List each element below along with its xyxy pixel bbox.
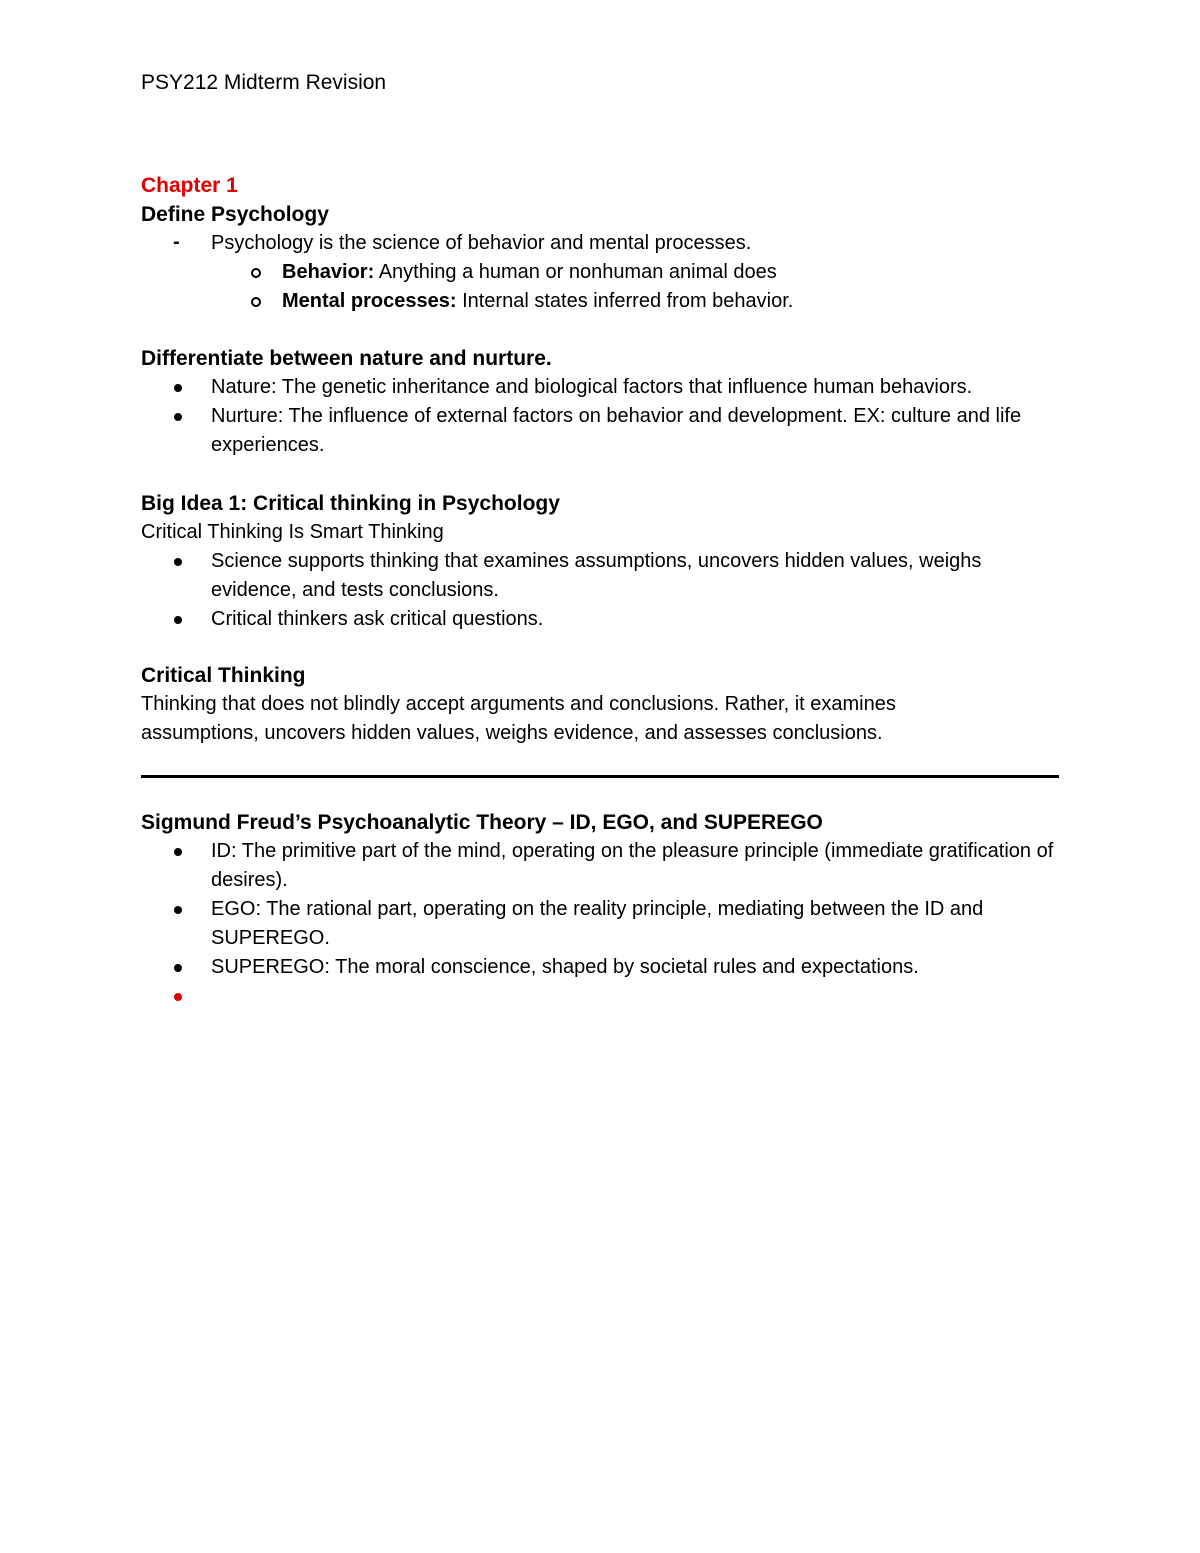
nature-nurture-heading: Differentiate between nature and nurture. bbox=[141, 347, 552, 370]
list-item bbox=[141, 605, 1071, 634]
list-item-text: Nature: The genetic inheritance and biological factors that influence human behaviors. bbox=[211, 376, 973, 398]
list-item-text: ID: The primitive part of the mind, operating on the pleasure principle (immediate gratification of desires). bbox=[211, 840, 1054, 891]
nature-nurture-list bbox=[141, 373, 1071, 460]
list-item-text: Psychology is the science of behavior and mental processes. bbox=[211, 232, 752, 254]
term-label: Mental processes: bbox=[282, 290, 457, 312]
list-item bbox=[141, 895, 1071, 953]
list-item-text: Critical thinkers ask critical questions. bbox=[211, 608, 544, 630]
section-critical-thinking bbox=[141, 661, 971, 748]
chapter-heading: Chapter 1 bbox=[141, 174, 238, 197]
list-item bbox=[141, 402, 1071, 460]
horizontal-divider bbox=[141, 775, 1059, 778]
list-item-text: Science supports thinking that examines assumptions, uncovers hidden values, weighs evidence, and tests conclusions. bbox=[211, 550, 982, 601]
critical-thinking-heading: Critical Thinking bbox=[141, 664, 306, 687]
list-item-text: EGO: The rational part, operating on the reality principle, mediating between the ID and SUPEREGO. bbox=[211, 898, 984, 949]
freud-heading: Sigmund Freud’s Psychoanalytic Theory – ID, EGO, and SUPEREGO bbox=[141, 811, 823, 834]
freud-list bbox=[141, 837, 1071, 1011]
list-item bbox=[141, 287, 1071, 316]
list-item bbox=[141, 953, 1071, 982]
define-psychology-heading: Define Psychology bbox=[141, 203, 329, 226]
list-item-text: Nurture: The influence of external factors on behavior and development. EX: culture and life experiences. bbox=[211, 405, 1022, 456]
section-nature-nurture bbox=[141, 344, 1071, 460]
term-label: Behavior: bbox=[282, 261, 375, 283]
list-item bbox=[141, 373, 1071, 402]
empty-list-item[interactable] bbox=[141, 982, 1071, 1011]
list-item bbox=[141, 258, 1071, 287]
list-item bbox=[141, 837, 1071, 895]
term-definition: Internal states inferred from behavior. bbox=[456, 290, 794, 312]
list-item-text: SUPEREGO: The moral conscience, shaped by societal rules and expectations. bbox=[211, 956, 919, 978]
definition-list bbox=[141, 229, 1071, 316]
section-big-idea-1 bbox=[141, 489, 1071, 634]
list-item bbox=[141, 547, 1071, 605]
big-idea-heading: Big Idea 1: Critical thinking in Psychology bbox=[141, 492, 560, 515]
term-definition: Anything a human or nonhuman animal does bbox=[374, 261, 777, 283]
document-title: PSY212 Midterm Revision bbox=[141, 71, 387, 94]
big-idea-subheading: Critical Thinking Is Smart Thinking bbox=[141, 521, 444, 543]
section-freud-theory bbox=[141, 808, 1071, 1011]
section-define-psychology bbox=[141, 171, 1071, 316]
list-item bbox=[141, 229, 1071, 258]
critical-thinking-paragraph: Thinking that does not blindly accept arguments and conclusions. Rather, it examines assumptions, uncovers hidden values, weighs evidence, and assesses conclusions. bbox=[141, 693, 896, 744]
big-idea-list bbox=[141, 547, 1071, 634]
